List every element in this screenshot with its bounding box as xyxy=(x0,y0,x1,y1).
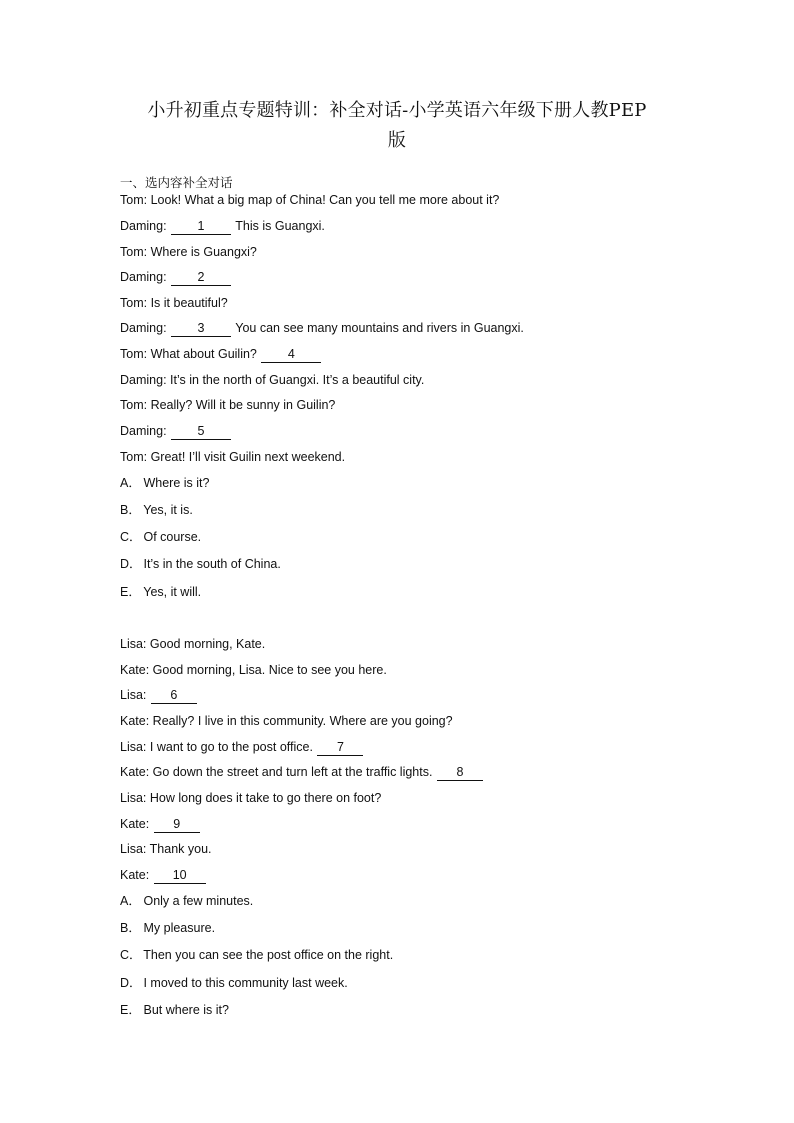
dialogue-line xyxy=(120,448,345,466)
option-text: Where is it? xyxy=(143,476,210,490)
speaker-label: Tom: xyxy=(120,450,148,464)
answer-blank[interactable]: 8 xyxy=(437,765,483,781)
answer-blank[interactable]: 1 xyxy=(171,219,231,235)
dialogue-line xyxy=(120,840,212,858)
dialogue-line xyxy=(120,191,499,209)
speaker-label: Daming: xyxy=(120,321,167,335)
option-item[interactable] xyxy=(120,946,393,964)
dialogue-text: Is it beautiful? xyxy=(150,296,228,310)
speaker-label: Lisa: xyxy=(120,740,147,754)
option-text: Only a few minutes. xyxy=(143,894,254,908)
option-letter: A． xyxy=(120,894,141,908)
answer-blank[interactable]: 2 xyxy=(171,270,231,286)
option-item[interactable] xyxy=(120,1001,229,1019)
dialogue-text: How long does it take to go there on foot? xyxy=(149,791,382,805)
dialogue-text: Go down the street and turn left at the traffic lights. xyxy=(152,765,433,779)
option-text: Of course. xyxy=(143,530,202,544)
dialogue-line xyxy=(120,738,364,756)
dialogue-line xyxy=(120,319,524,337)
dialogue-line xyxy=(120,345,322,363)
option-letter: A． xyxy=(120,476,141,490)
dialogue-text: You can see many mountains and rivers in Guangxi. xyxy=(235,321,524,335)
dialogue-line xyxy=(120,217,325,235)
speaker-label: Tom: xyxy=(120,398,148,412)
title-line-2: 版 xyxy=(387,130,407,151)
speaker-label: Daming: xyxy=(120,424,167,438)
answer-blank[interactable]: 6 xyxy=(151,688,197,704)
dialogue-line xyxy=(120,268,232,286)
dialogue-text: I want to go to the post office. xyxy=(149,740,313,754)
dialogue-line xyxy=(120,661,387,679)
dialogue-text: What about Guilin? xyxy=(150,347,257,361)
option-text: But where is it? xyxy=(143,1003,229,1017)
dialogue-text: Where is Guangxi? xyxy=(150,245,257,259)
option-text: It’s in the south of China. xyxy=(143,557,281,571)
speaker-label: Tom: xyxy=(120,347,148,361)
option-text: Then you can see the post office on the right. xyxy=(143,948,394,962)
dialogue-text: This is Guangxi. xyxy=(235,219,325,233)
answer-blank[interactable]: 7 xyxy=(317,740,363,756)
dialogue-text: Great! I’ll visit Guilin next weekend. xyxy=(150,450,346,464)
option-letter: C． xyxy=(120,530,142,544)
dialogue-text: Really? I live in this community. Where are you going? xyxy=(152,714,453,728)
speaker-label: Tom: xyxy=(120,296,148,310)
option-text: I moved to this community last week. xyxy=(143,976,348,990)
answer-blank[interactable]: 3 xyxy=(171,321,231,337)
option-letter: D． xyxy=(120,976,142,990)
dialogue-text: It’s in the north of Guangxi. It’s a beautiful city. xyxy=(170,373,425,387)
dialogue-line xyxy=(120,789,381,807)
speaker-label: Kate: xyxy=(120,663,150,677)
option-item[interactable] xyxy=(120,555,281,573)
answer-blank[interactable]: 9 xyxy=(154,817,200,833)
speaker-label: Tom: xyxy=(120,245,148,259)
option-item[interactable] xyxy=(120,583,201,601)
speaker-label: Daming: xyxy=(120,270,167,284)
speaker-label: Lisa: xyxy=(120,637,147,651)
option-item[interactable] xyxy=(120,919,215,937)
option-text: Yes, it is. xyxy=(143,503,193,517)
speaker-label: Daming: xyxy=(120,219,167,233)
dialogue-line xyxy=(120,422,232,440)
option-text: My pleasure. xyxy=(143,921,216,935)
dialogue-line xyxy=(120,294,228,312)
dialogue-line xyxy=(120,635,265,653)
option-item[interactable] xyxy=(120,501,193,519)
dialogue-line xyxy=(120,712,453,730)
dialogue-text: Look! What a big map of China! Can you tell me more about it? xyxy=(150,193,500,207)
dialogue-text: Good morning, Lisa. Nice to see you here. xyxy=(152,663,387,677)
speaker-label: Kate: xyxy=(120,817,150,831)
speaker-label: Lisa: xyxy=(120,688,147,702)
answer-blank[interactable]: 4 xyxy=(261,347,321,363)
title-line-1: 小升初重点专题特训：补全对话-小学英语六年级下册人教PEP xyxy=(147,100,647,121)
option-letter: C． xyxy=(120,948,142,962)
option-text: Yes, it will. xyxy=(143,585,202,599)
option-item[interactable] xyxy=(120,892,253,910)
dialogue-line xyxy=(120,371,424,389)
speaker-label: Tom: xyxy=(120,193,148,207)
answer-blank[interactable]: 5 xyxy=(171,424,231,440)
speaker-label: Kate: xyxy=(120,714,150,728)
speaker-label: Lisa: xyxy=(120,791,147,805)
option-item[interactable] xyxy=(120,528,201,546)
speaker-label: Daming: xyxy=(120,373,167,387)
section-heading: 一、选内容补全对话 xyxy=(120,176,233,190)
dialogue-text: Good morning, Kate. xyxy=(149,637,266,651)
option-letter: B． xyxy=(120,503,141,517)
speaker-label: Kate: xyxy=(120,868,150,882)
dialogue-line xyxy=(120,815,201,833)
dialogue-line xyxy=(120,866,207,884)
speaker-label: Kate: xyxy=(120,765,150,779)
dialogue-line xyxy=(120,243,257,261)
option-letter: E． xyxy=(120,1003,141,1017)
option-item[interactable] xyxy=(120,474,209,492)
dialogue-line xyxy=(120,686,198,704)
answer-blank[interactable]: 10 xyxy=(154,868,206,884)
document-title xyxy=(100,96,694,156)
option-letter: B． xyxy=(120,921,141,935)
dialogue-text: Thank you. xyxy=(149,842,212,856)
dialogue-line xyxy=(120,763,484,781)
option-item[interactable] xyxy=(120,974,348,992)
option-letter: E． xyxy=(120,585,141,599)
dialogue-line xyxy=(120,396,335,414)
dialogue-text: Really? Will it be sunny in Guilin? xyxy=(150,398,336,412)
speaker-label: Lisa: xyxy=(120,842,147,856)
option-letter: D． xyxy=(120,557,142,571)
